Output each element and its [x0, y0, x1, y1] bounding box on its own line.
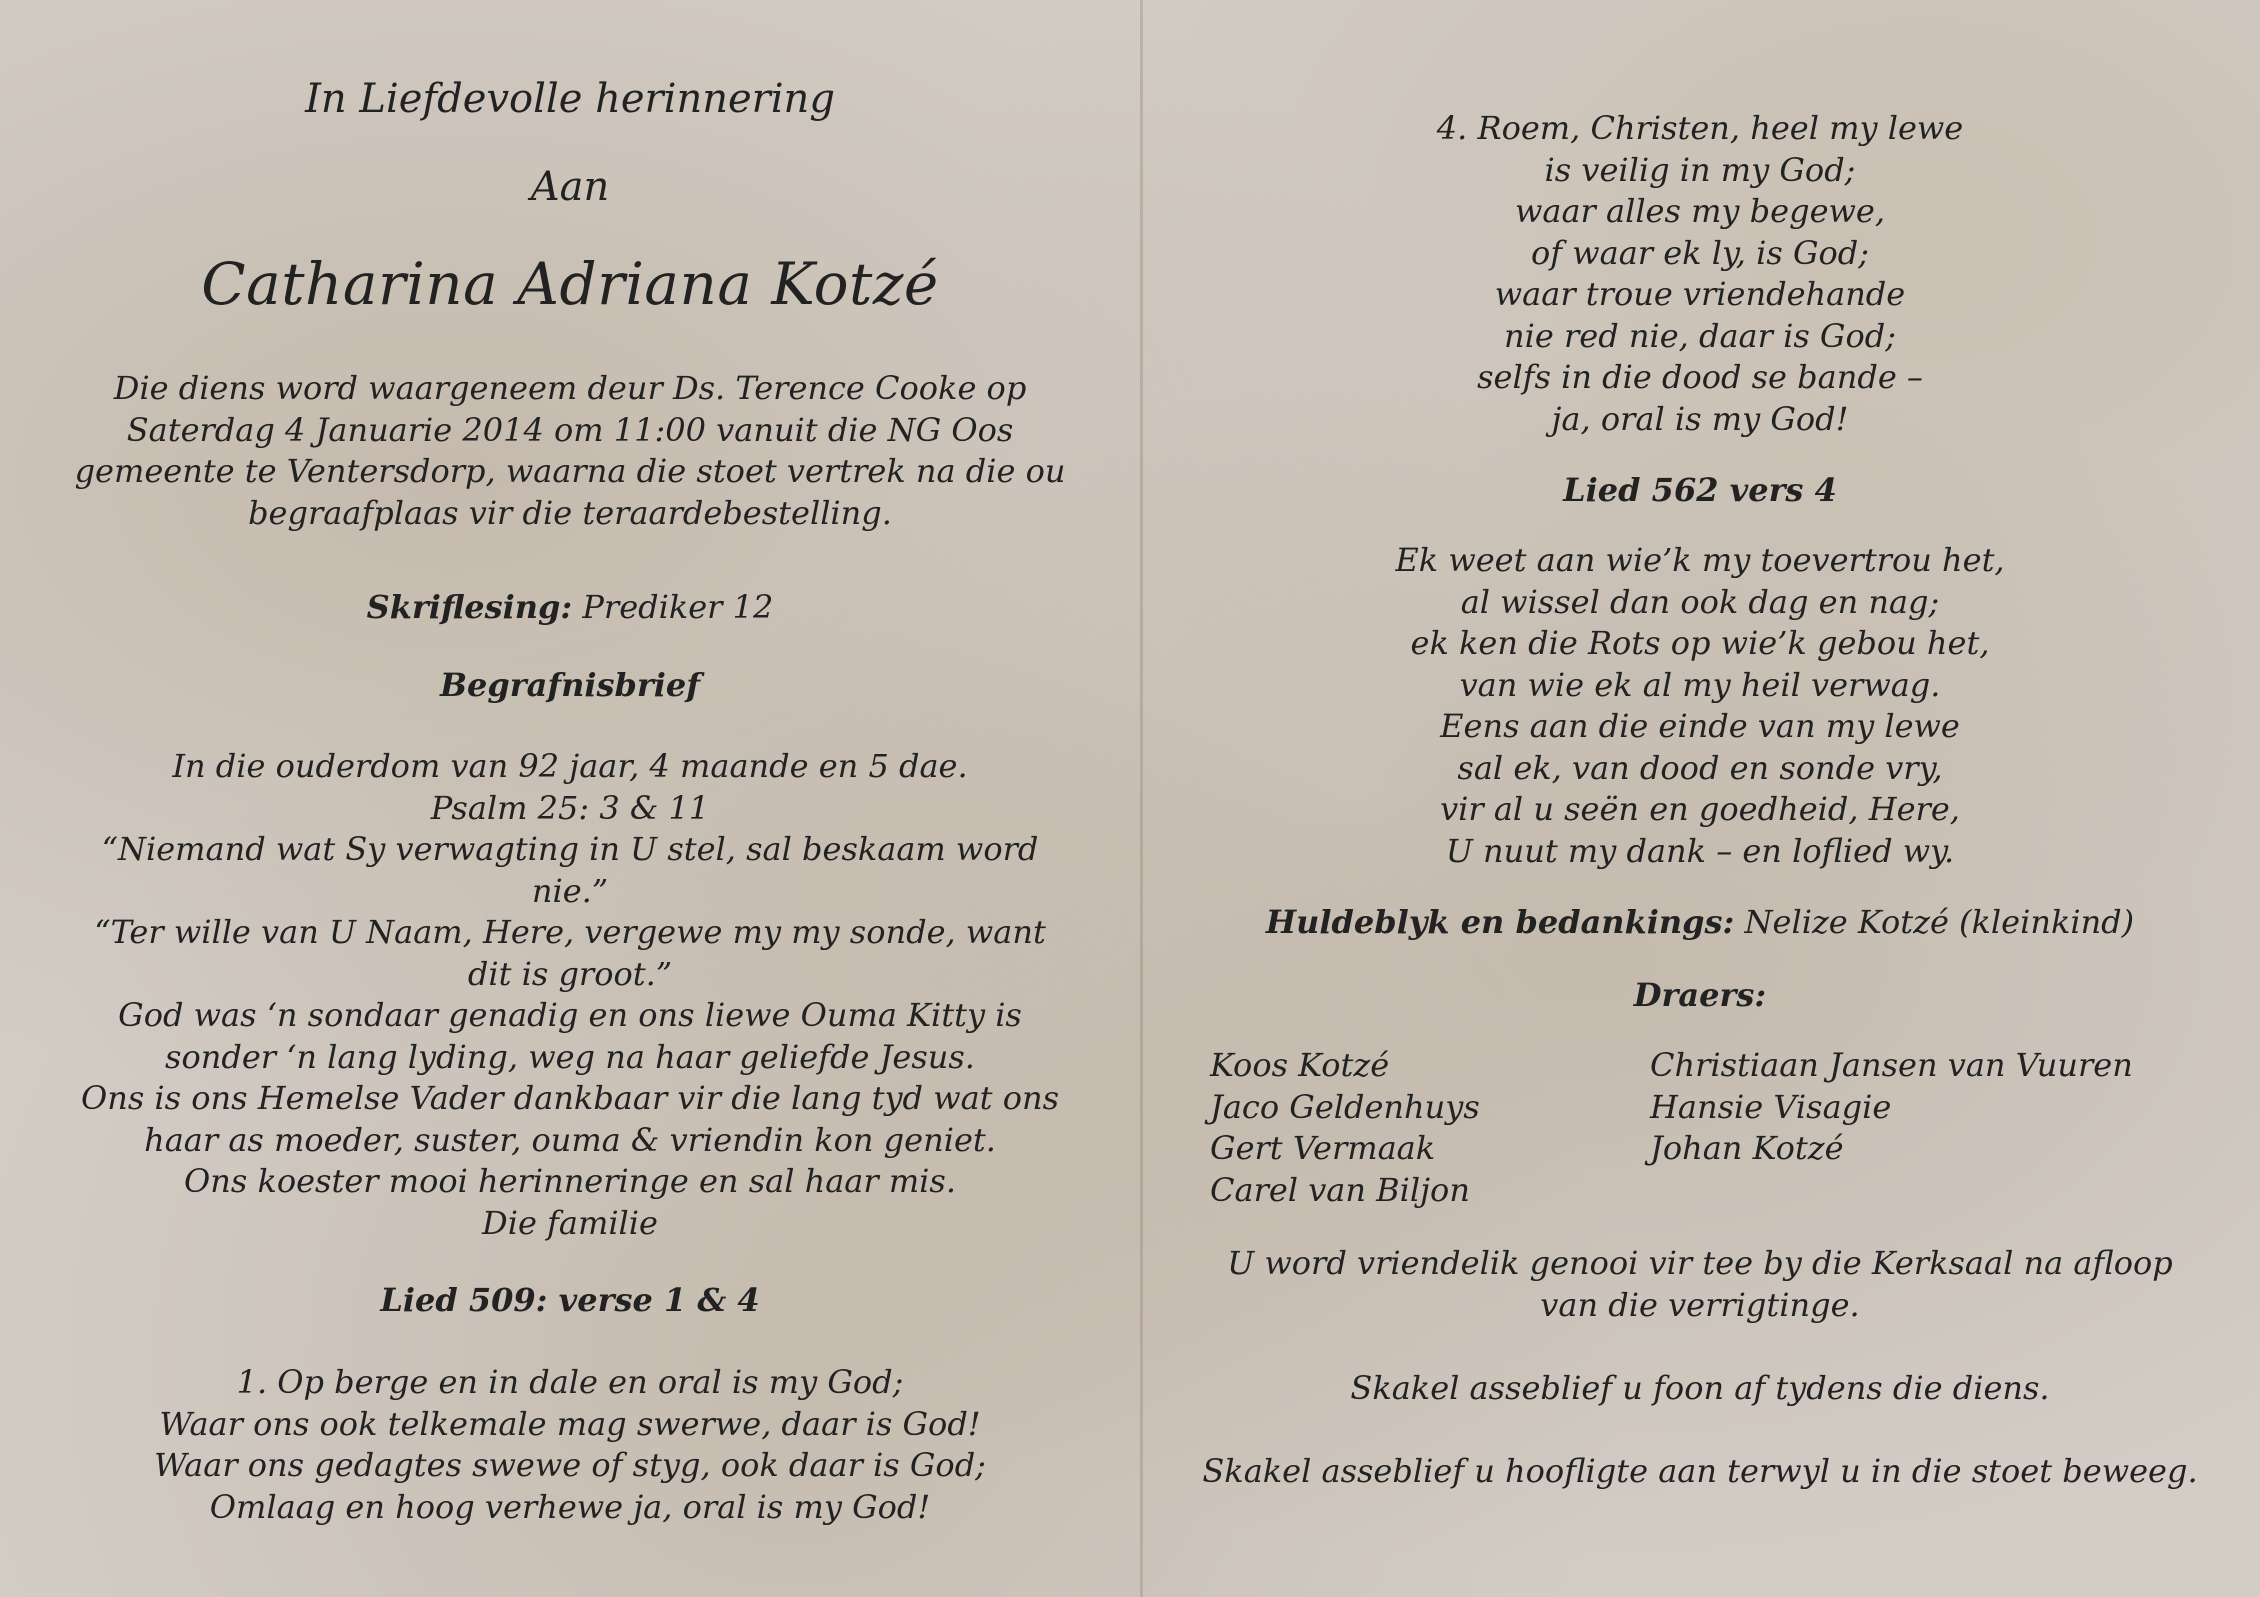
service-line: gemeente te Ventersdorp, waarna die stoet vertrek na die ou: [74, 452, 1066, 490]
verse-line: waar troue vriendehande: [1494, 275, 1906, 313]
hymn2-verse: [1140, 540, 2260, 872]
phone-note: Skakel asseblief u foon af tydens die diens.: [1350, 1369, 2050, 1407]
letter-line: “Niemand wat Sy verwagting in U stel, sal beskaam word: [101, 830, 1039, 868]
verse-line: U nuut my dank – en loflied wy.: [1445, 831, 1955, 870]
bearers-list: [1210, 1045, 2210, 1211]
hymn-line: Omlaag en hoog verhewe ja, oral is my God!: [209, 1487, 931, 1526]
letter-line: sonder ‘n lang lyding, weg na haar geliefde Jesus.: [165, 1037, 975, 1076]
verse-line: ek ken die Rots op wie’k gebou het,: [1410, 624, 1990, 662]
bearers-title: Draers:: [1633, 976, 1767, 1014]
hymn-verse-1: [0, 1362, 1140, 1528]
service-line: Saterdag 4 Januarie 2014 om 11:00 vanuit die NG Oos: [126, 410, 1014, 449]
memorial-heading: In Liefdevolle herinnering: [305, 76, 835, 122]
letter-line: dit is groot.”: [467, 954, 673, 993]
hymn-line: Waar ons ook telkemale mag swerwe, daar is God!: [159, 1404, 981, 1443]
service-details: [0, 368, 1140, 534]
bearer-name: Carel van Biljon: [1210, 1170, 1470, 1209]
letter-line: Psalm 25: 3 & 11: [430, 788, 710, 827]
scripture-reading: [0, 587, 1140, 629]
hymn2-title-block: [1140, 470, 2260, 512]
verse-line: nie red nie, daar is God;: [1504, 316, 1896, 355]
letter-line: Ons is ons Hemelse Vader dankbaar vir die lang tyd wat ons: [80, 1079, 1059, 1117]
verse-line: van wie ek al my heil verwag.: [1459, 665, 1941, 704]
verse-line: al wissel dan ook dag en nag;: [1460, 582, 1940, 621]
deceased-name: Catharina Adriana Kotzé: [201, 250, 939, 318]
letter-line: nie.”: [531, 871, 609, 910]
scripture-label: Skriflesing:: [366, 588, 573, 626]
bearer-name: Jaco Geldenhuys: [1210, 1087, 1480, 1126]
phone-note-block: [1140, 1368, 2260, 1410]
verse-line: ja, oral is my God!: [1551, 399, 1849, 438]
verse-line: selfs in die dood se bande –: [1477, 358, 1923, 396]
letter-line: God was ‘n sondaar genadig en ons liewe Ouma Kitty is: [118, 996, 1022, 1034]
letter-title-block: [0, 665, 1140, 707]
letter-line: Die familie: [482, 1203, 658, 1242]
funeral-letter: [0, 746, 1140, 1244]
letter-line: Ons koester mooi herinneringe en sal haar mis.: [184, 1162, 956, 1200]
bearer-name: Christiaan Jansen van Vuuren: [1650, 1046, 2133, 1084]
tribute-value: Nelize Kotzé (kleinkind): [1744, 903, 2135, 941]
verse-line: is veilig in my God;: [1544, 150, 1856, 189]
hymn-title: Lied 509: verse 1 & 4: [380, 1281, 760, 1319]
bearer-name: Johan Kotzé: [1650, 1129, 1844, 1167]
lights-note-block: [1140, 1451, 2260, 1493]
scripture-value: Prediker 12: [582, 588, 774, 626]
lights-note: Skakel asseblief u hoofligte aan terwyl u in die stoet beweeg.: [1202, 1452, 2198, 1490]
verse-line: 4. Roem, Christen, heel my lewe: [1436, 109, 1964, 147]
hymn2-title: Lied 562 vers 4: [1563, 471, 1837, 509]
verse-line: sal ek, van dood en sonde vry,: [1457, 748, 1943, 787]
service-line: Die diens word waargeneem deur Ds. Terence Cooke op: [113, 369, 1027, 407]
hymn-title-block: [0, 1280, 1140, 1322]
letter-line: “Ter wille van U Naam, Here, vergewe my my sonde, want: [94, 913, 1046, 951]
bearers-column-1: [1210, 1045, 1650, 1211]
invite-line: van die verrigtinge.: [1540, 1285, 1860, 1324]
verse-line: Eens aan die einde van my lewe: [1440, 707, 1960, 745]
bearer-name: Koos Kotzé: [1210, 1046, 1390, 1084]
tribute-label: Huldeblyk en bedankings:: [1265, 903, 1735, 941]
hymn-line: 1. Op berge en in dale en oral is my God;: [236, 1363, 904, 1401]
letter-line: In die ouderdom van 92 jaar, 4 maande en 5 dae.: [172, 747, 968, 785]
hymn-verse-4: [1140, 108, 2260, 440]
tea-invitation: [1140, 1243, 2260, 1326]
bearers-title-block: [1140, 975, 2260, 1017]
verse-line: of waar ek ly, is God;: [1530, 233, 1870, 272]
tribute: [1140, 902, 2260, 944]
bearers-column-2: [1650, 1045, 2210, 1211]
invite-line: U word vriendelik genooi vir tee by die Kerksaal na afloop: [1227, 1244, 2173, 1282]
bearer-name: Hansie Visagie: [1650, 1087, 1892, 1126]
service-line: begraafplaas vir die teraardebestelling.: [248, 493, 892, 532]
hymn-line: Waar ons gedagtes swewe of styg, ook daar is God;: [154, 1446, 986, 1484]
verse-line: waar alles my begewe,: [1514, 192, 1886, 230]
bearer-name: Gert Vermaak: [1210, 1129, 1436, 1167]
letter-line: haar as moeder, suster, ouma & vriendin kon geniet.: [144, 1120, 996, 1159]
letter-title: Begrafnisbrief: [439, 666, 701, 704]
right-page: [1140, 0, 2260, 1597]
aan-label: Aan: [530, 164, 610, 210]
verse-line: vir al u seën en goedheid, Here,: [1440, 790, 1960, 828]
verse-line: Ek weet aan wie’k my toevertrou het,: [1395, 541, 2005, 579]
